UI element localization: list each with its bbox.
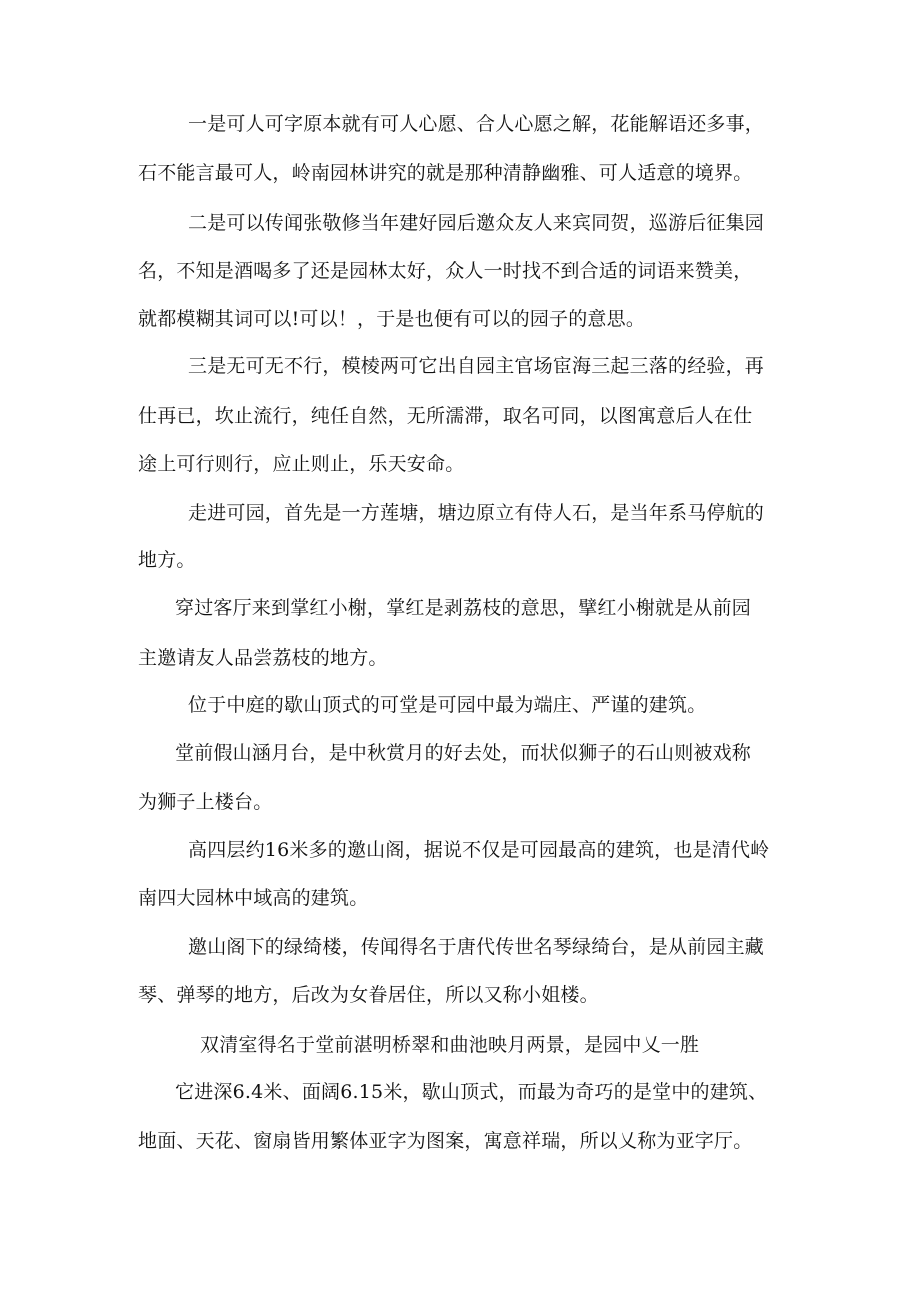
- text-line-6: 三是无可无不行，模棱两可它出自园主官场宦海三起三落的经验，再: [188, 355, 765, 377]
- text-line-14: 堂前假山涵月台，是中秋赏月的好去处，而状似狮子的石山则被戏称: [175, 742, 752, 764]
- text-line-16: 高四层约16米多的邀山阁，据说不仅是可园最高的建筑，也是清代岭: [188, 839, 770, 861]
- text-line-10: 地方。: [138, 549, 196, 571]
- text-line-4: 名，不知是酒喝多了还是园林太好，众人一时找不到合适的词语来赞美，: [138, 260, 753, 282]
- text-line-18: 邀山阁下的绿绮楼，传闻得名于唐代传世名琴绿绮台，是从前园主藏: [188, 936, 765, 958]
- text-line-7: 仕再已，坎止流行，纯任自然，无所濡滞，取名可同，以图寓意后人在仕: [138, 405, 753, 427]
- text-line-5: 就都模糊其词可以!可以！，于是也便有可以的园子的意思。: [138, 308, 646, 330]
- text-line-11: 穿过客厅来到掌红小榭，掌红是剥荔枝的意思，擘红小榭就是从前园: [175, 597, 752, 619]
- text-line-3: 二是可以传闻张敬修当年建好园后邀众友人来宾同贺，巡游后征集园: [188, 212, 765, 234]
- text-line-8: 途上可行则行，应止则止，乐天安命。: [138, 453, 465, 475]
- text-line-17: 南四大园林中域高的建筑。: [138, 887, 369, 909]
- text-line-9: 走进可园，首先是一方莲塘，塘边原立有侍人石，是当年系马停航的: [188, 502, 765, 524]
- text-line-2: 石不能言最可人，岭南园林讲究的就是那种清静幽雅、可人适意的境界。: [138, 162, 753, 184]
- text-line-1: 一是可人可字原本就有可人心愿、合人心愿之解，花能解语还多事，: [188, 113, 765, 135]
- text-line-19: 琴、弹琴的地方，后改为女眷居住，所以又称小姐楼。: [138, 984, 599, 1006]
- text-line-12: 主邀请友人品尝荔枝的地方。: [138, 647, 388, 669]
- text-line-13: 位于中庭的歇山顶式的可堂是可园中最为端庄、严谨的建筑。: [188, 694, 707, 716]
- text-line-22: 地面、天花、窗扇皆用繁体亚字为图案，寓意祥瑞，所以乂称为亚字厅。: [138, 1130, 753, 1152]
- text-line-21: 它进深6.4米、面阔6.15米，歇山顶式，而最为奇巧的是堂中的建筑、: [175, 1081, 768, 1103]
- text-line-15: 为狮子上楼台。: [138, 791, 273, 813]
- text-line-20: 双清室得名于堂前湛明桥翠和曲池映月两景，是园中乂一胜: [200, 1034, 700, 1056]
